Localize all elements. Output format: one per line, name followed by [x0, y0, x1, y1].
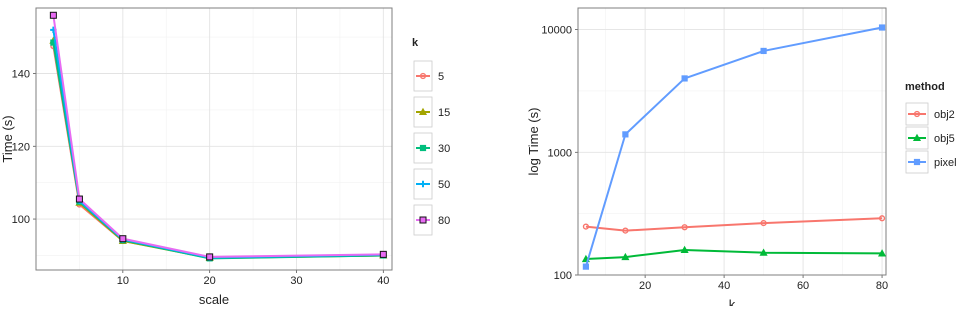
legend-title: k — [412, 37, 419, 49]
data-point-80 — [50, 12, 56, 18]
legend-label: obj2 — [934, 109, 955, 121]
legend-item — [414, 205, 450, 235]
y-axis-title: log Time (s) — [526, 107, 541, 176]
x-tick-label: 20 — [203, 275, 216, 287]
data-point-pixel — [879, 25, 884, 30]
legend-label: 5 — [438, 71, 445, 83]
legend-label: pixel — [934, 157, 957, 169]
legend-marker — [420, 217, 426, 223]
legend-label: 80 — [438, 215, 451, 227]
legend-item — [906, 151, 957, 173]
legend-title: method — [905, 81, 945, 93]
legend-marker — [914, 159, 919, 164]
x-tick-label: 40 — [377, 275, 390, 287]
data-point-80 — [76, 196, 82, 202]
y-tick-label: 100 — [553, 270, 572, 282]
data-point-pixel — [761, 48, 766, 53]
chart-1 — [0, 8, 450, 306]
legend-item — [414, 61, 444, 91]
y-tick-label: 10000 — [541, 24, 572, 37]
data-point-pixel — [682, 76, 687, 81]
legend — [905, 81, 957, 173]
x-tick-label: 20 — [639, 280, 652, 292]
y-tick-label: 120 — [11, 141, 30, 154]
x-axis-title: k — [728, 297, 736, 306]
x-tick-label: 10 — [116, 275, 129, 287]
x-axis-title: scale — [198, 292, 230, 306]
x-tick-label: 80 — [875, 280, 889, 292]
y-tick-label: 100 — [11, 214, 30, 227]
legend-marker — [420, 145, 425, 150]
legend-label: 50 — [438, 179, 451, 191]
legend-item — [414, 169, 450, 199]
legend-item — [414, 97, 450, 127]
x-tick-label: 40 — [717, 280, 731, 292]
legend — [412, 37, 450, 235]
data-point-80 — [380, 251, 386, 257]
data-point-80 — [207, 254, 213, 260]
x-tick-label: 30 — [290, 275, 303, 287]
legend-item — [906, 127, 955, 149]
data-point-pixel — [583, 264, 588, 269]
x-tick-label: 60 — [796, 280, 810, 292]
y-tick-label: 140 — [11, 68, 30, 81]
legend-label: 15 — [438, 107, 451, 119]
chart-2 — [526, 8, 957, 306]
y-tick-label: 1000 — [547, 147, 572, 160]
plot-panel — [36, 8, 392, 270]
legend-label: obj5 — [934, 133, 955, 145]
y-axis-title: Time (s) — [0, 115, 15, 163]
data-point-pixel — [623, 132, 628, 137]
legend-label: 30 — [438, 143, 451, 155]
legend-item — [906, 103, 955, 125]
data-point-80 — [120, 236, 126, 242]
legend-item — [414, 133, 450, 163]
